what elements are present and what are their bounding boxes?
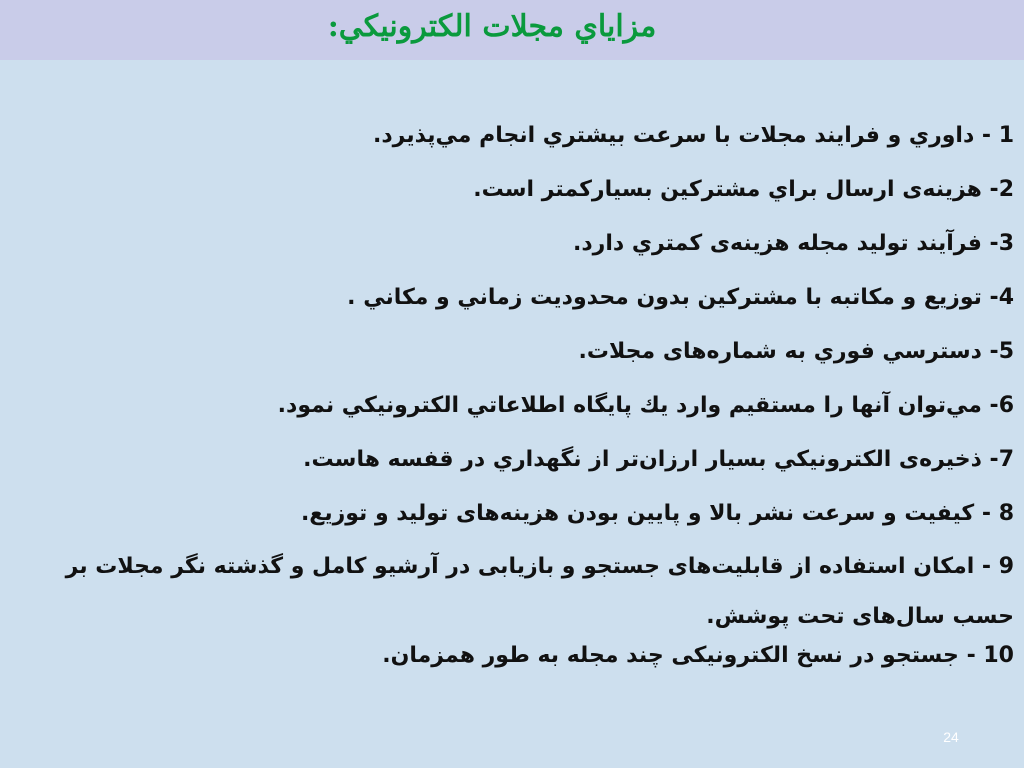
content-list — [14, 122, 1014, 696]
list-item: 4- توزيع و مكاتبه با مشتركين بدون محدوديت زماني و مكاني . — [347, 285, 1014, 310]
page-number: 24 — [943, 729, 959, 745]
list-item: 7- ذخيره‌ی الكترونيكي بسيار ارزان‌تر از نگهداري در قفسه هاست. — [303, 447, 1014, 472]
list-item: 3- فرآيند توليد مجله هزينه‌ی كمتري دارد. — [573, 231, 1014, 256]
list-item: 2- هزينه‌ی ارسال براي مشتركين بسياركمتر است. — [473, 177, 1014, 202]
list-item: 5- دسترسي فوري به شماره‌های مجلات. — [578, 339, 1014, 364]
list-item: 9 - امكان استفاده از قابليت‌های جستجو و بازيابی در آرشيو كامل و گذشته نگر مجلات بر حسب سال‌های تحت پوشش. — [65, 554, 1014, 629]
slide-title: مزاياي مجلات الكترونيكي: — [327, 9, 657, 44]
list-item: 10 - جستجو در نسخ الكترونيكی چند مجله به طور همزمان. — [382, 643, 1014, 668]
list-item: 1 - داوري و فرايند مجلات با سرعت بيشتري انجام مي‌پذيرد. — [372, 123, 1014, 148]
list-item: 6- مي‌توان آنها را مستقيم وارد يك پايگاه اطلاعاتي الكترونيكي نمود. — [277, 393, 1014, 418]
list-item: 8 - كيفيت و سرعت نشر بالا و پايين بودن هزينه‌های توليد و توزيع. — [300, 501, 1014, 526]
